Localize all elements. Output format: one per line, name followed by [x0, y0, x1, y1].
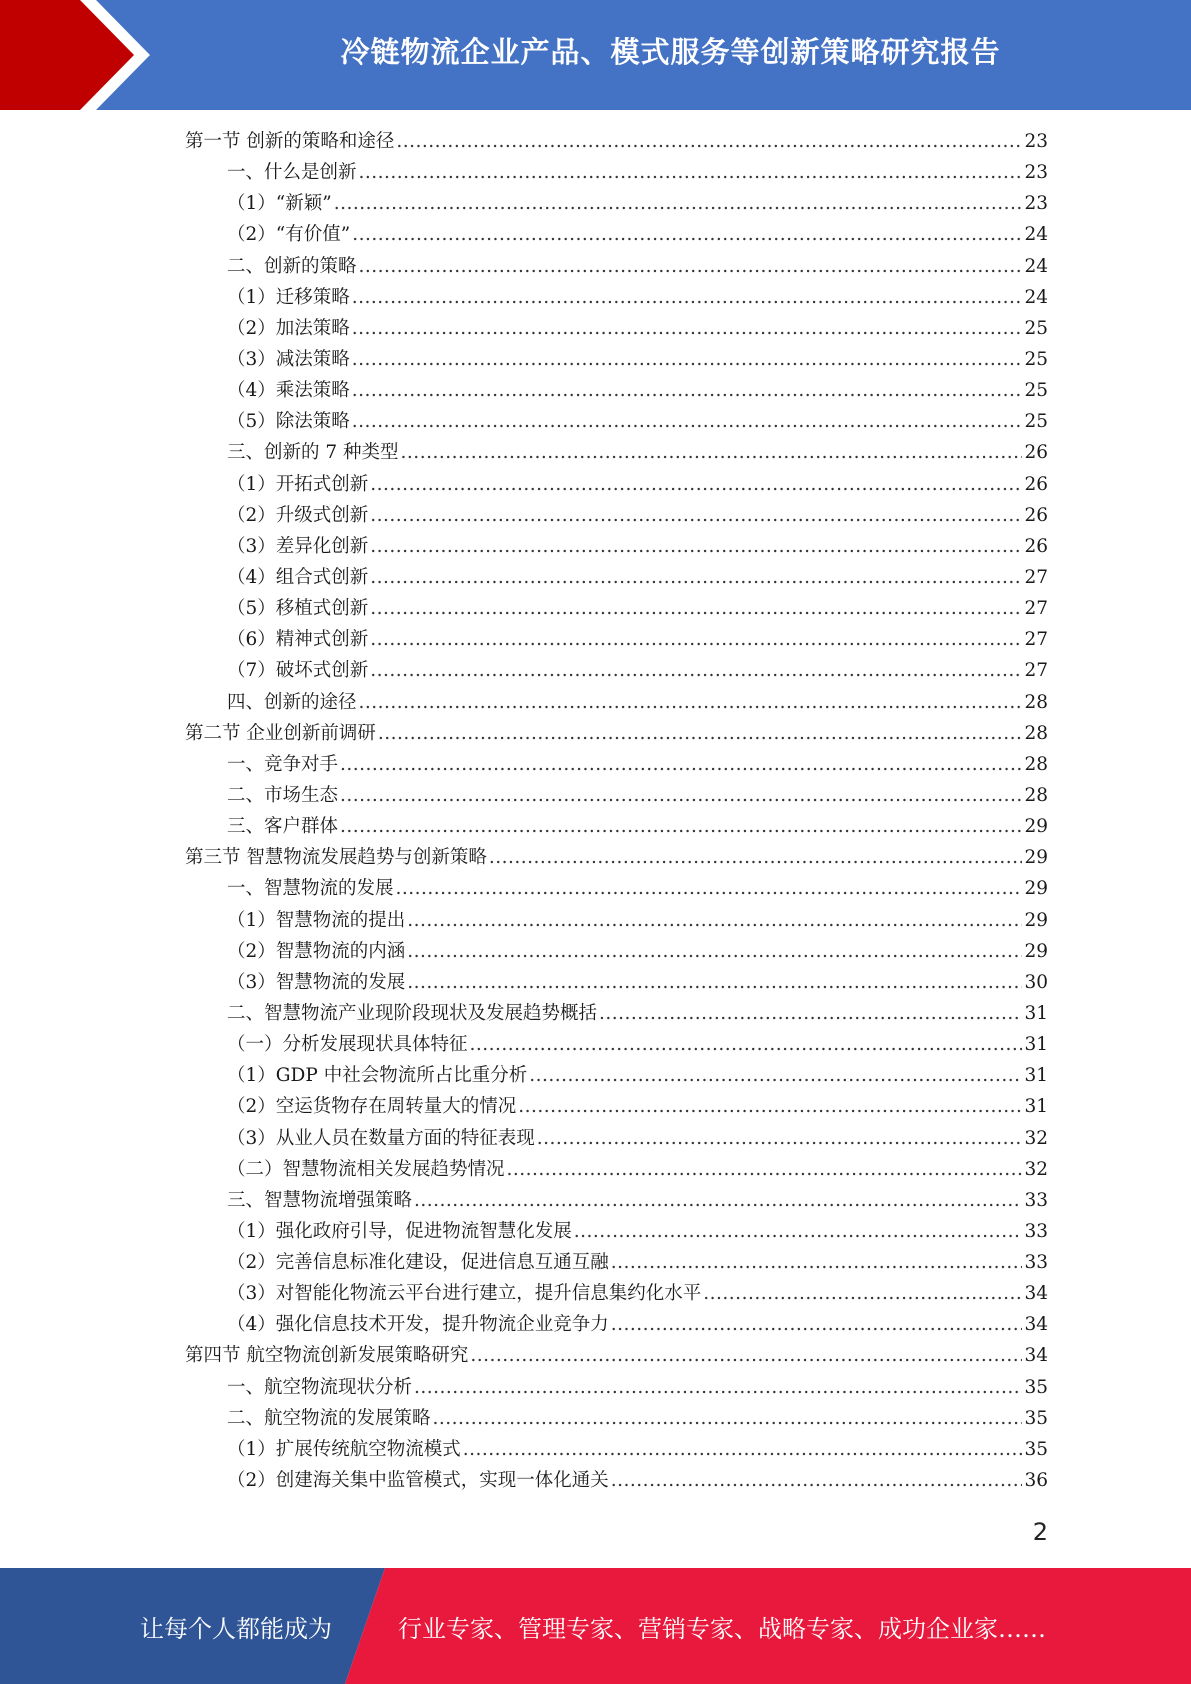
- toc-entry-title: 一、什么是创新: [227, 162, 357, 184]
- toc-dot-leader: [359, 251, 1023, 282]
- toc-entry-title: 一、智慧物流的发展: [227, 878, 394, 900]
- toc-entry-page: 32: [1024, 1127, 1048, 1149]
- toc-dot-leader: [611, 1247, 1023, 1278]
- toc-entry-page: 33: [1024, 1189, 1048, 1211]
- toc-entry[interactable]: [185, 406, 1048, 437]
- toc-entry[interactable]: [185, 998, 1048, 1029]
- toc-dot-leader: [352, 282, 1023, 313]
- toc-entry-page: 35: [1024, 1438, 1048, 1460]
- toc-entry-page: 25: [1024, 380, 1048, 402]
- toc-entry-title: 三、智慧物流增强策略: [227, 1189, 413, 1211]
- toc-dot-leader: [574, 1216, 1023, 1247]
- toc-dot-leader: [334, 188, 1023, 219]
- toc-dot-leader: [352, 313, 1023, 344]
- toc-entry-title: 一、航空物流现状分析: [227, 1376, 413, 1398]
- toc-entry-page: 28: [1024, 691, 1048, 713]
- toc-entry-title: （3）对智能化物流云平台进行建立，提升信息集约化水平: [227, 1283, 702, 1305]
- toc-entry-page: 27: [1024, 566, 1048, 588]
- toc-entry[interactable]: [185, 1372, 1048, 1403]
- toc-entry[interactable]: [185, 282, 1048, 313]
- toc-entry-page: 24: [1024, 224, 1048, 246]
- toc-dot-leader: [370, 500, 1022, 531]
- toc-entry-title: （1）扩展传统航空物流模式: [227, 1438, 461, 1460]
- table-of-contents: [185, 126, 1048, 1496]
- toc-entry-title: （3）从业人员在数量方面的特征表现: [227, 1127, 535, 1149]
- toc-entry[interactable]: [185, 687, 1048, 718]
- toc-entry-page: 25: [1024, 411, 1048, 433]
- toc-dot-leader: [433, 1403, 1023, 1434]
- toc-dot-leader: [370, 655, 1022, 686]
- toc-entry-title: 二、智慧物流产业现阶段现状及发展趋势概括: [227, 1002, 598, 1024]
- toc-entry-title: 第三节 智慧物流发展趋势与创新策略: [185, 847, 487, 869]
- toc-entry[interactable]: [185, 1154, 1048, 1185]
- toc-entry[interactable]: [185, 1465, 1048, 1496]
- toc-entry-title: （1）GDP 中社会物流所占比重分析: [227, 1065, 528, 1087]
- toc-entry-page: 26: [1024, 504, 1048, 526]
- toc-entry-title: （1）强化政府引导，促进物流智慧化发展: [227, 1220, 572, 1242]
- toc-dot-leader: [352, 375, 1023, 406]
- toc-entry-title: （6）精神式创新: [227, 629, 369, 651]
- toc-entry[interactable]: [185, 531, 1048, 562]
- toc-entry-title: （1）迁移策略: [227, 286, 350, 308]
- toc-entry-title: （7）破坏式创新: [227, 660, 369, 682]
- toc-entry-page: 23: [1024, 162, 1048, 184]
- toc-entry-title: （2）创建海关集中监管模式，实现一体化通关: [227, 1470, 609, 1492]
- toc-entry[interactable]: [185, 593, 1048, 624]
- toc-entry-page: 27: [1024, 660, 1048, 682]
- toc-entry[interactable]: [185, 500, 1048, 531]
- toc-entry-title: 二、创新的策略: [227, 255, 357, 277]
- toc-entry-page: 28: [1024, 722, 1048, 744]
- toc-entry[interactable]: [185, 437, 1048, 468]
- toc-entry[interactable]: [185, 655, 1048, 686]
- toc-entry-title: （2）完善信息标准化建设，促进信息互通互融: [227, 1252, 609, 1274]
- toc-entry-title: （4）组合式创新: [227, 566, 369, 588]
- toc-entry-page: 24: [1024, 255, 1048, 277]
- toc-entry-page: 26: [1024, 535, 1048, 557]
- toc-entry-title: （4）强化信息技术开发，提升物流企业竞争力: [227, 1314, 609, 1336]
- toc-dot-leader: [352, 344, 1023, 375]
- toc-entry-page: 24: [1024, 286, 1048, 308]
- toc-entry-page: 29: [1024, 847, 1048, 869]
- toc-entry-page: 26: [1024, 473, 1048, 495]
- toc-entry[interactable]: [185, 780, 1048, 811]
- toc-entry[interactable]: [185, 469, 1048, 500]
- toc-entry-page: 31: [1024, 1002, 1048, 1024]
- toc-entry-title: 第二节 企业创新前调研: [185, 722, 376, 744]
- toc-entry[interactable]: [185, 811, 1048, 842]
- toc-entry-page: 35: [1024, 1407, 1048, 1429]
- toc-entry[interactable]: [185, 1247, 1048, 1278]
- toc-entry-page: 29: [1024, 909, 1048, 931]
- toc-dot-leader: [396, 873, 1023, 904]
- toc-dot-leader: [370, 469, 1022, 500]
- toc-entry-title: （5）移植式创新: [227, 598, 369, 620]
- toc-dot-leader: [414, 1372, 1022, 1403]
- toc-entry[interactable]: [185, 219, 1048, 250]
- toc-entry[interactable]: [185, 1309, 1048, 1340]
- footer-slogan-right: 行业专家、管理专家、营销专家、战略专家、成功企业家……: [398, 1614, 1046, 1643]
- toc-dot-leader: [414, 1185, 1022, 1216]
- toc-entry[interactable]: [185, 967, 1048, 998]
- toc-entry-page: 25: [1024, 317, 1048, 339]
- toc-dot-leader: [611, 1465, 1023, 1496]
- toc-dot-leader: [463, 1434, 1023, 1465]
- toc-entry[interactable]: [185, 1123, 1048, 1154]
- toc-dot-leader: [401, 437, 1023, 468]
- toc-dot-leader: [340, 749, 1022, 780]
- toc-entry-title: 一、竞争对手: [227, 753, 339, 775]
- toc-entry-title: （4）乘法策略: [227, 380, 350, 402]
- toc-dot-leader: [518, 1091, 1022, 1122]
- toc-entry-page: 33: [1024, 1252, 1048, 1274]
- toc-entry-page: 29: [1024, 878, 1048, 900]
- toc-entry-title: （1）智慧物流的提出: [227, 909, 406, 931]
- toc-entry-title: 二、市场生态: [227, 784, 339, 806]
- toc-dot-leader: [340, 780, 1022, 811]
- toc-entry[interactable]: [185, 1029, 1048, 1060]
- toc-entry[interactable]: [185, 873, 1048, 904]
- toc-entry-page: 28: [1024, 753, 1048, 775]
- toc-entry-page: 25: [1024, 348, 1048, 370]
- footer-slogan-left: 让每个人都能成为: [140, 1614, 332, 1643]
- toc-dot-leader: [529, 1060, 1022, 1091]
- toc-dot-leader: [396, 126, 1022, 157]
- toc-entry[interactable]: [185, 1278, 1048, 1309]
- toc-entry-page: 30: [1024, 971, 1048, 993]
- toc-dot-leader: [378, 718, 1023, 749]
- toc-entry-page: 27: [1024, 629, 1048, 651]
- toc-entry[interactable]: [185, 749, 1048, 780]
- toc-entry-page: 34: [1024, 1314, 1048, 1336]
- toc-entry[interactable]: [185, 1185, 1048, 1216]
- toc-entry-page: 34: [1024, 1283, 1048, 1305]
- toc-dot-leader: [470, 1029, 1023, 1060]
- toc-entry[interactable]: [185, 313, 1048, 344]
- toc-entry-title: 三、创新的 7 种类型: [227, 442, 399, 464]
- toc-entry-title: （2）智慧物流的内涵: [227, 940, 406, 962]
- toc-entry-page: 23: [1024, 131, 1048, 152]
- toc-entry-title: （2）加法策略: [227, 317, 350, 339]
- toc-dot-leader: [370, 593, 1022, 624]
- toc-entry-title: （1）“新颖”: [227, 193, 332, 215]
- toc-dot-leader: [370, 531, 1022, 562]
- toc-entry-page: 36: [1024, 1470, 1048, 1492]
- toc-entry[interactable]: [185, 251, 1048, 282]
- toc-entry-title: （2）升级式创新: [227, 504, 369, 526]
- toc-entry-title: （3）智慧物流的发展: [227, 971, 406, 993]
- toc-entry[interactable]: [185, 1091, 1048, 1122]
- toc-entry-title: （二）智慧物流相关发展趋势情况: [227, 1158, 505, 1180]
- toc-dot-leader: [359, 157, 1023, 188]
- toc-entry-page: 31: [1024, 1065, 1048, 1087]
- toc-entry-page: 32: [1024, 1158, 1048, 1180]
- toc-entry[interactable]: [185, 718, 1048, 749]
- toc-dot-leader: [340, 811, 1022, 842]
- toc-entry-title: 四、创新的途径: [227, 691, 357, 713]
- toc-entry-title: （1）开拓式创新: [227, 473, 369, 495]
- toc-entry-title: 二、航空物流的发展策略: [227, 1407, 431, 1429]
- toc-dot-leader: [611, 1309, 1023, 1340]
- toc-entry[interactable]: [185, 1216, 1048, 1247]
- toc-entry[interactable]: [185, 1434, 1048, 1465]
- toc-entry-page: 27: [1024, 598, 1048, 620]
- toc-entry-page: 35: [1024, 1376, 1048, 1398]
- toc-entry-page: 26: [1024, 442, 1048, 464]
- toc-dot-leader: [470, 1340, 1022, 1371]
- toc-entry[interactable]: [185, 936, 1048, 967]
- toc-entry-title: 第四节 航空物流创新发展策略研究: [185, 1345, 469, 1367]
- toc-entry[interactable]: [185, 344, 1048, 375]
- page-header: [0, 0, 1191, 110]
- toc-entry[interactable]: [185, 624, 1048, 655]
- toc-entry-page: 23: [1024, 193, 1048, 215]
- toc-entry-title: 第一节 创新的策略和途径: [185, 131, 395, 152]
- page-footer: [0, 1568, 1191, 1684]
- toc-entry-title: （2）“有价值”: [227, 224, 351, 246]
- toc-entry[interactable]: [185, 905, 1048, 936]
- toc-entry[interactable]: [185, 188, 1048, 219]
- toc-entry-page: 28: [1024, 784, 1048, 806]
- toc-dot-leader: [703, 1278, 1022, 1309]
- toc-entry[interactable]: [185, 126, 1048, 157]
- toc-dot-leader: [489, 842, 1023, 873]
- toc-entry-page: 31: [1024, 1096, 1048, 1118]
- toc-entry-title: 三、客户群体: [227, 816, 339, 838]
- toc-dot-leader: [507, 1154, 1023, 1185]
- toc-entry[interactable]: [185, 157, 1048, 188]
- page-number: 2: [1032, 1518, 1048, 1546]
- toc-entry[interactable]: [185, 842, 1048, 873]
- toc-dot-leader: [407, 936, 1022, 967]
- toc-entry-title: （一）分析发展现状具体特征: [227, 1034, 468, 1056]
- toc-entry-page: 33: [1024, 1220, 1048, 1242]
- toc-dot-leader: [370, 562, 1022, 593]
- toc-dot-leader: [352, 406, 1023, 437]
- toc-entry-page: 29: [1024, 816, 1048, 838]
- toc-entry[interactable]: [185, 375, 1048, 406]
- document-title: 冷链物流企业产品、模式服务等创新策略研究报告: [340, 34, 1001, 69]
- toc-entry-title: （2）空运货物存在周转量大的情况: [227, 1096, 517, 1118]
- toc-entry[interactable]: [185, 562, 1048, 593]
- toc-dot-leader: [599, 998, 1022, 1029]
- toc-entry[interactable]: [185, 1403, 1048, 1434]
- toc-dot-leader: [537, 1123, 1023, 1154]
- toc-entry-title: （3）减法策略: [227, 348, 350, 370]
- toc-entry-title: （3）差异化创新: [227, 535, 369, 557]
- toc-entry-page: 29: [1024, 940, 1048, 962]
- toc-entry-page: 31: [1024, 1034, 1048, 1056]
- toc-dot-leader: [352, 219, 1022, 250]
- toc-dot-leader: [359, 687, 1023, 718]
- toc-dot-leader: [407, 905, 1022, 936]
- toc-dot-leader: [370, 624, 1022, 655]
- toc-entry-title: （5）除法策略: [227, 411, 350, 433]
- toc-entry[interactable]: [185, 1340, 1048, 1371]
- toc-dot-leader: [407, 967, 1022, 998]
- toc-entry-page: 34: [1024, 1345, 1048, 1367]
- toc-entry[interactable]: [185, 1060, 1048, 1091]
